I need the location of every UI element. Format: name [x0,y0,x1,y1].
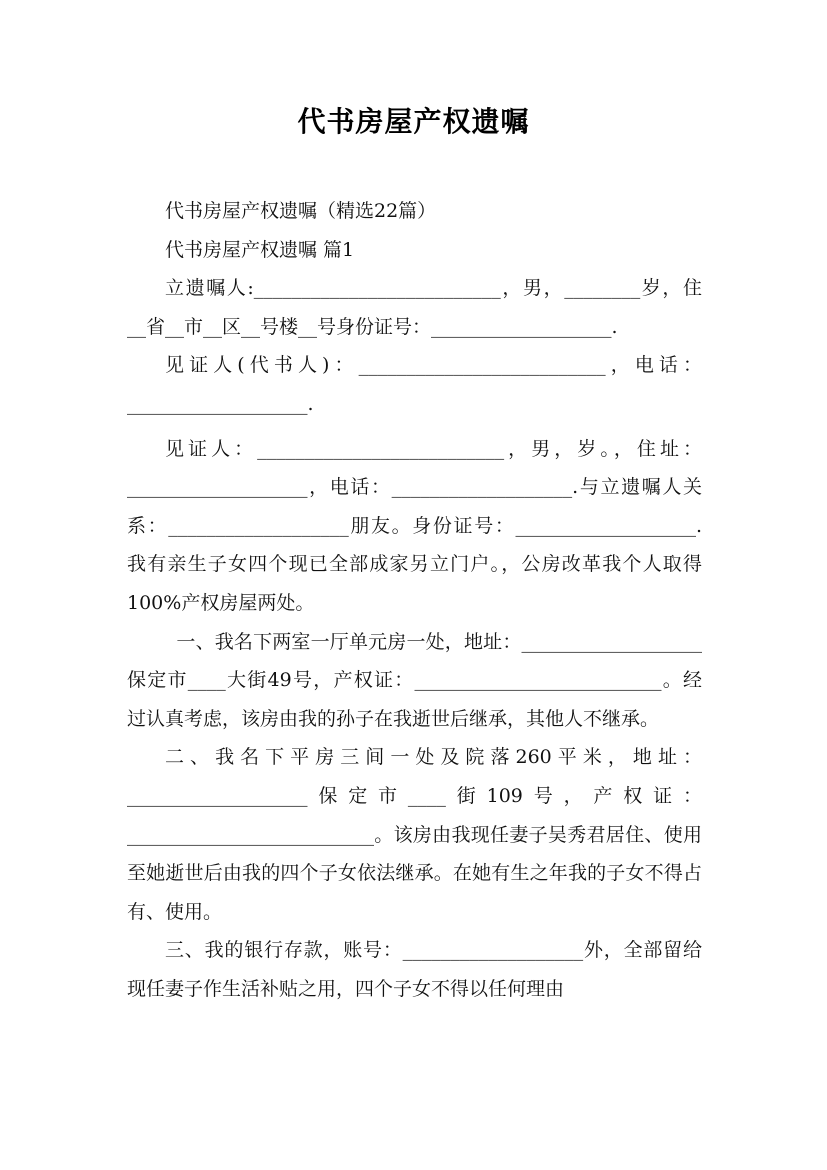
paragraph-item-one: 一、我名下两室一厅单元房一处，地址：___________________保定市____大街49号，产权证：__________________________。经过认真考虑，该房由我的孙子在我逝世后继承，其他人不继承。 [127,630,702,730]
paragraph-item-two: 二、我名下平房三间一处及院落260平米，地址：___________________保定市____街109号，产权证：__________________________。该房由我现任妻子吴秀君居住、使用至她逝世后由我的四个子女依法继承。在她有生之年我的子女不得占有、使用。 [127,746,702,923]
document-body [127,192,702,1008]
paragraph-witness: 见证人：__________________________，男，岁。，住址：___________________，电话：___________________.与立遗嘱人关系：___________________朋友。身份证号：___________________.我有亲生子女四个现已全部成家另立门户。，公房改革我个人取得100%产权房屋两处。 [127,437,702,614]
paragraph-item-three: 三、我的银行存款，账号：___________________外，全部留给现任妻子作生活补贴之用，四个子女不得以任何理由 [127,939,702,1000]
paragraph-subtitle: 代书房屋产权遗嘱（精选22篇） [165,200,437,222]
paragraph-witness-scribe: 见证人(代书人)：__________________________，电话：___________________. [127,354,702,415]
paragraph-testator: 立遗嘱人:__________________________，男，________岁，住__省__市__区__号楼__号身份证号：___________________. [127,277,702,338]
paragraph-section-heading: 代书房屋产权遗嘱 篇1 [165,238,355,261]
document-title: 代书房屋产权遗嘱 [297,105,530,138]
